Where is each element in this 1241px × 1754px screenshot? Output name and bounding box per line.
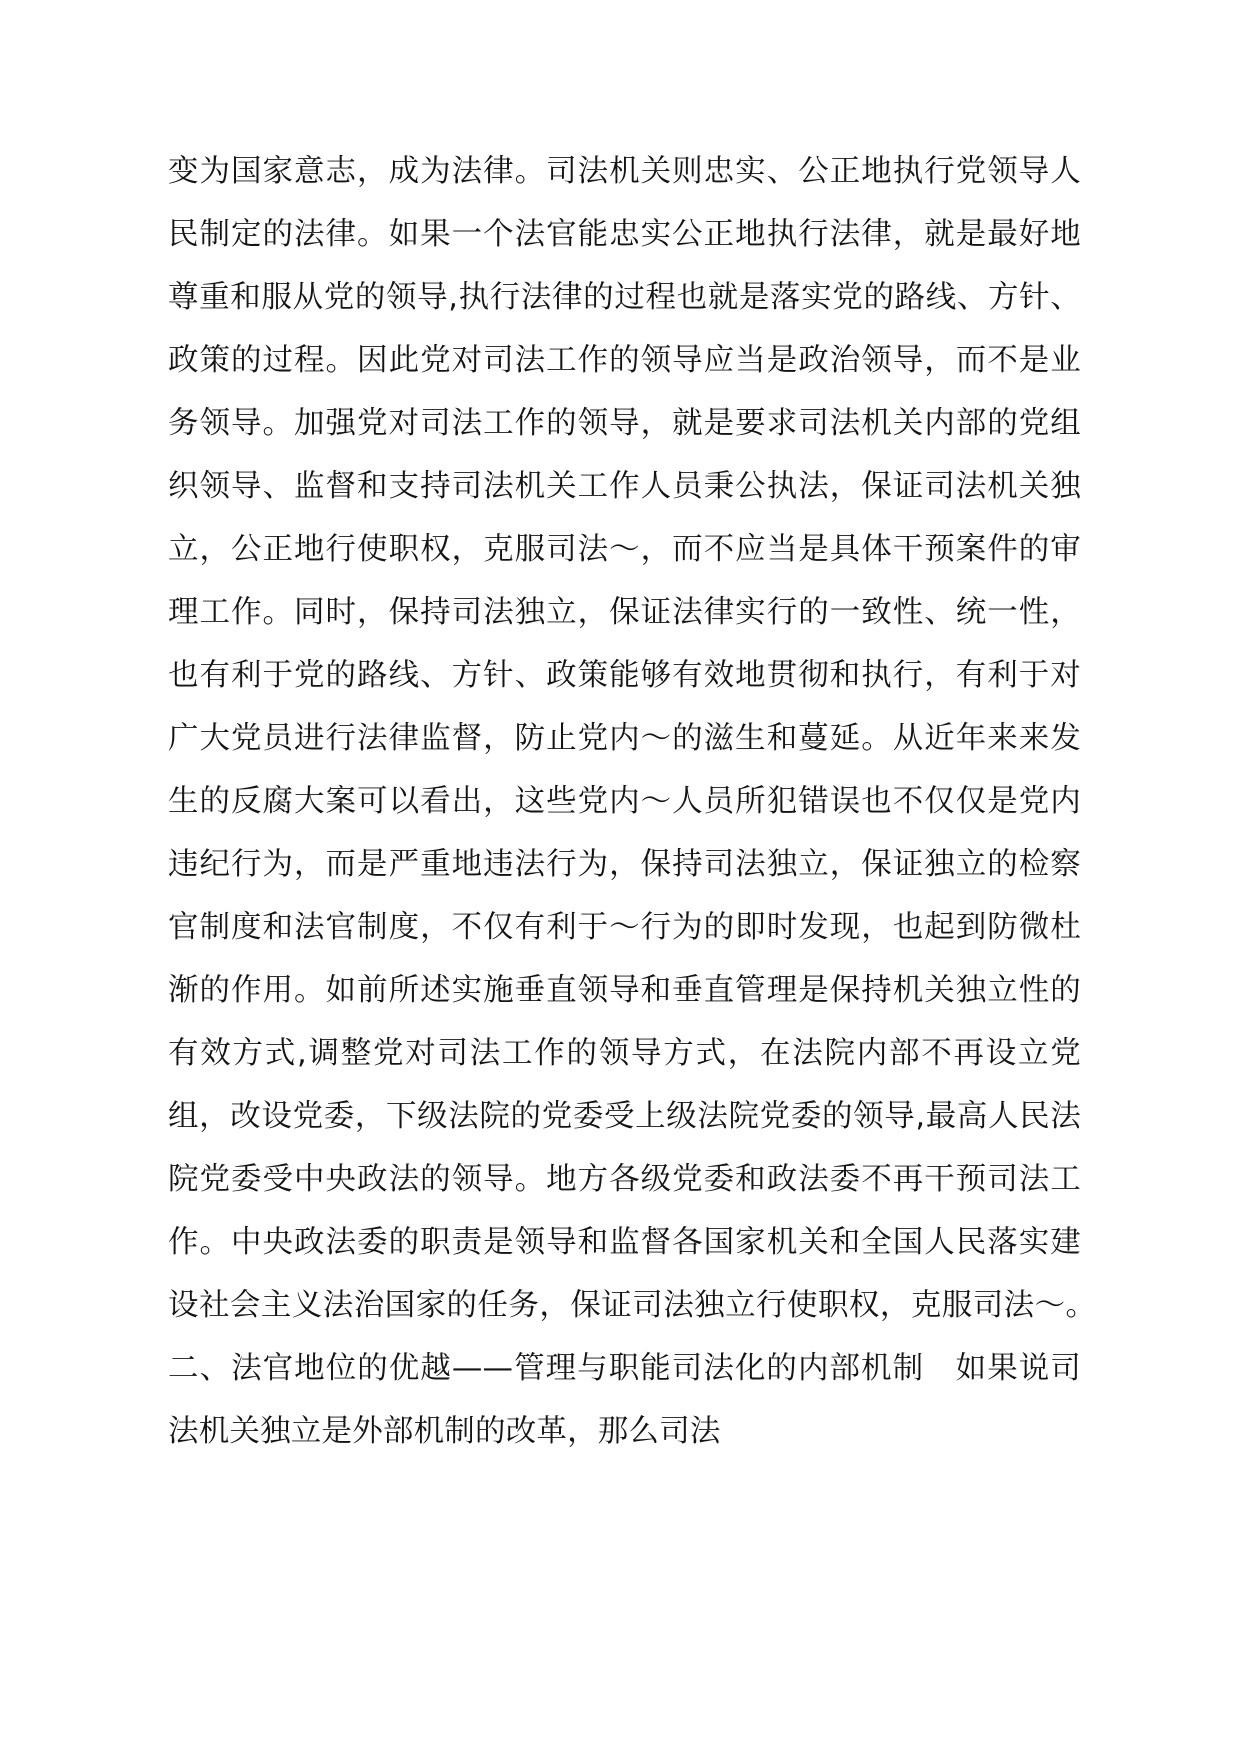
body-paragraph: 变为国家意志，成为法律。司法机关则忠实、公正地执行党领导人民制定的法律。如果一个法官能忠实公正地执行法律，就是最好地尊重和服从党的领导,执行法律的过程也就是落实党的路线、方针、政策的过程。因此党对司法工作的领导应当是政治领导，而不是业务领导。加强党对司法工作的领导，就是要求司法机关内部的党组织领导、监督和支持司法机关工作人员秉公执法，保证司法机关独立，公正地行使职权，克服司法～，而不应当是具体干预案件的审理工作。同时，保持司法独立，保证法律实行的一致性、统一性，也有利于党的路线、方针、政策能够有效地贯彻和执行，有利于对广大党员进行法律监督，防止党内～的滋生和蔓延。从近年来来发生的反腐大案可以看出，这些党内～人员所犯错误也不仅仅是党内违纪行为，而是严重地违法行为，保持司法独立，保证独立的检察官制度和法官制度，不仅有利于～行为的即时发现，也起到防微杜渐的作用。如前所述实施垂直领导和垂直管理是保持机关独立性的有效方式,调整党对司法工作的领导方式，在法院内部不再设立党组，改设党委，下级法院的党委受上级法院党委的领导,最高人民法院党委受中央政法的领导。地方各级党委和政法委不再干预司法工作。中央政法委的职责是领导和监督各国家机关和全国人民落实建设社会主义法治国家的任务，保证司法独立行使职权，克服司法～。 二、法官地位的优越——管理与职能司法化的内部机制 如果说司法机关独立是外部机制的改革，那么司法 <box>168 154 1112 1449</box>
document-body <box>168 140 1112 1463</box>
